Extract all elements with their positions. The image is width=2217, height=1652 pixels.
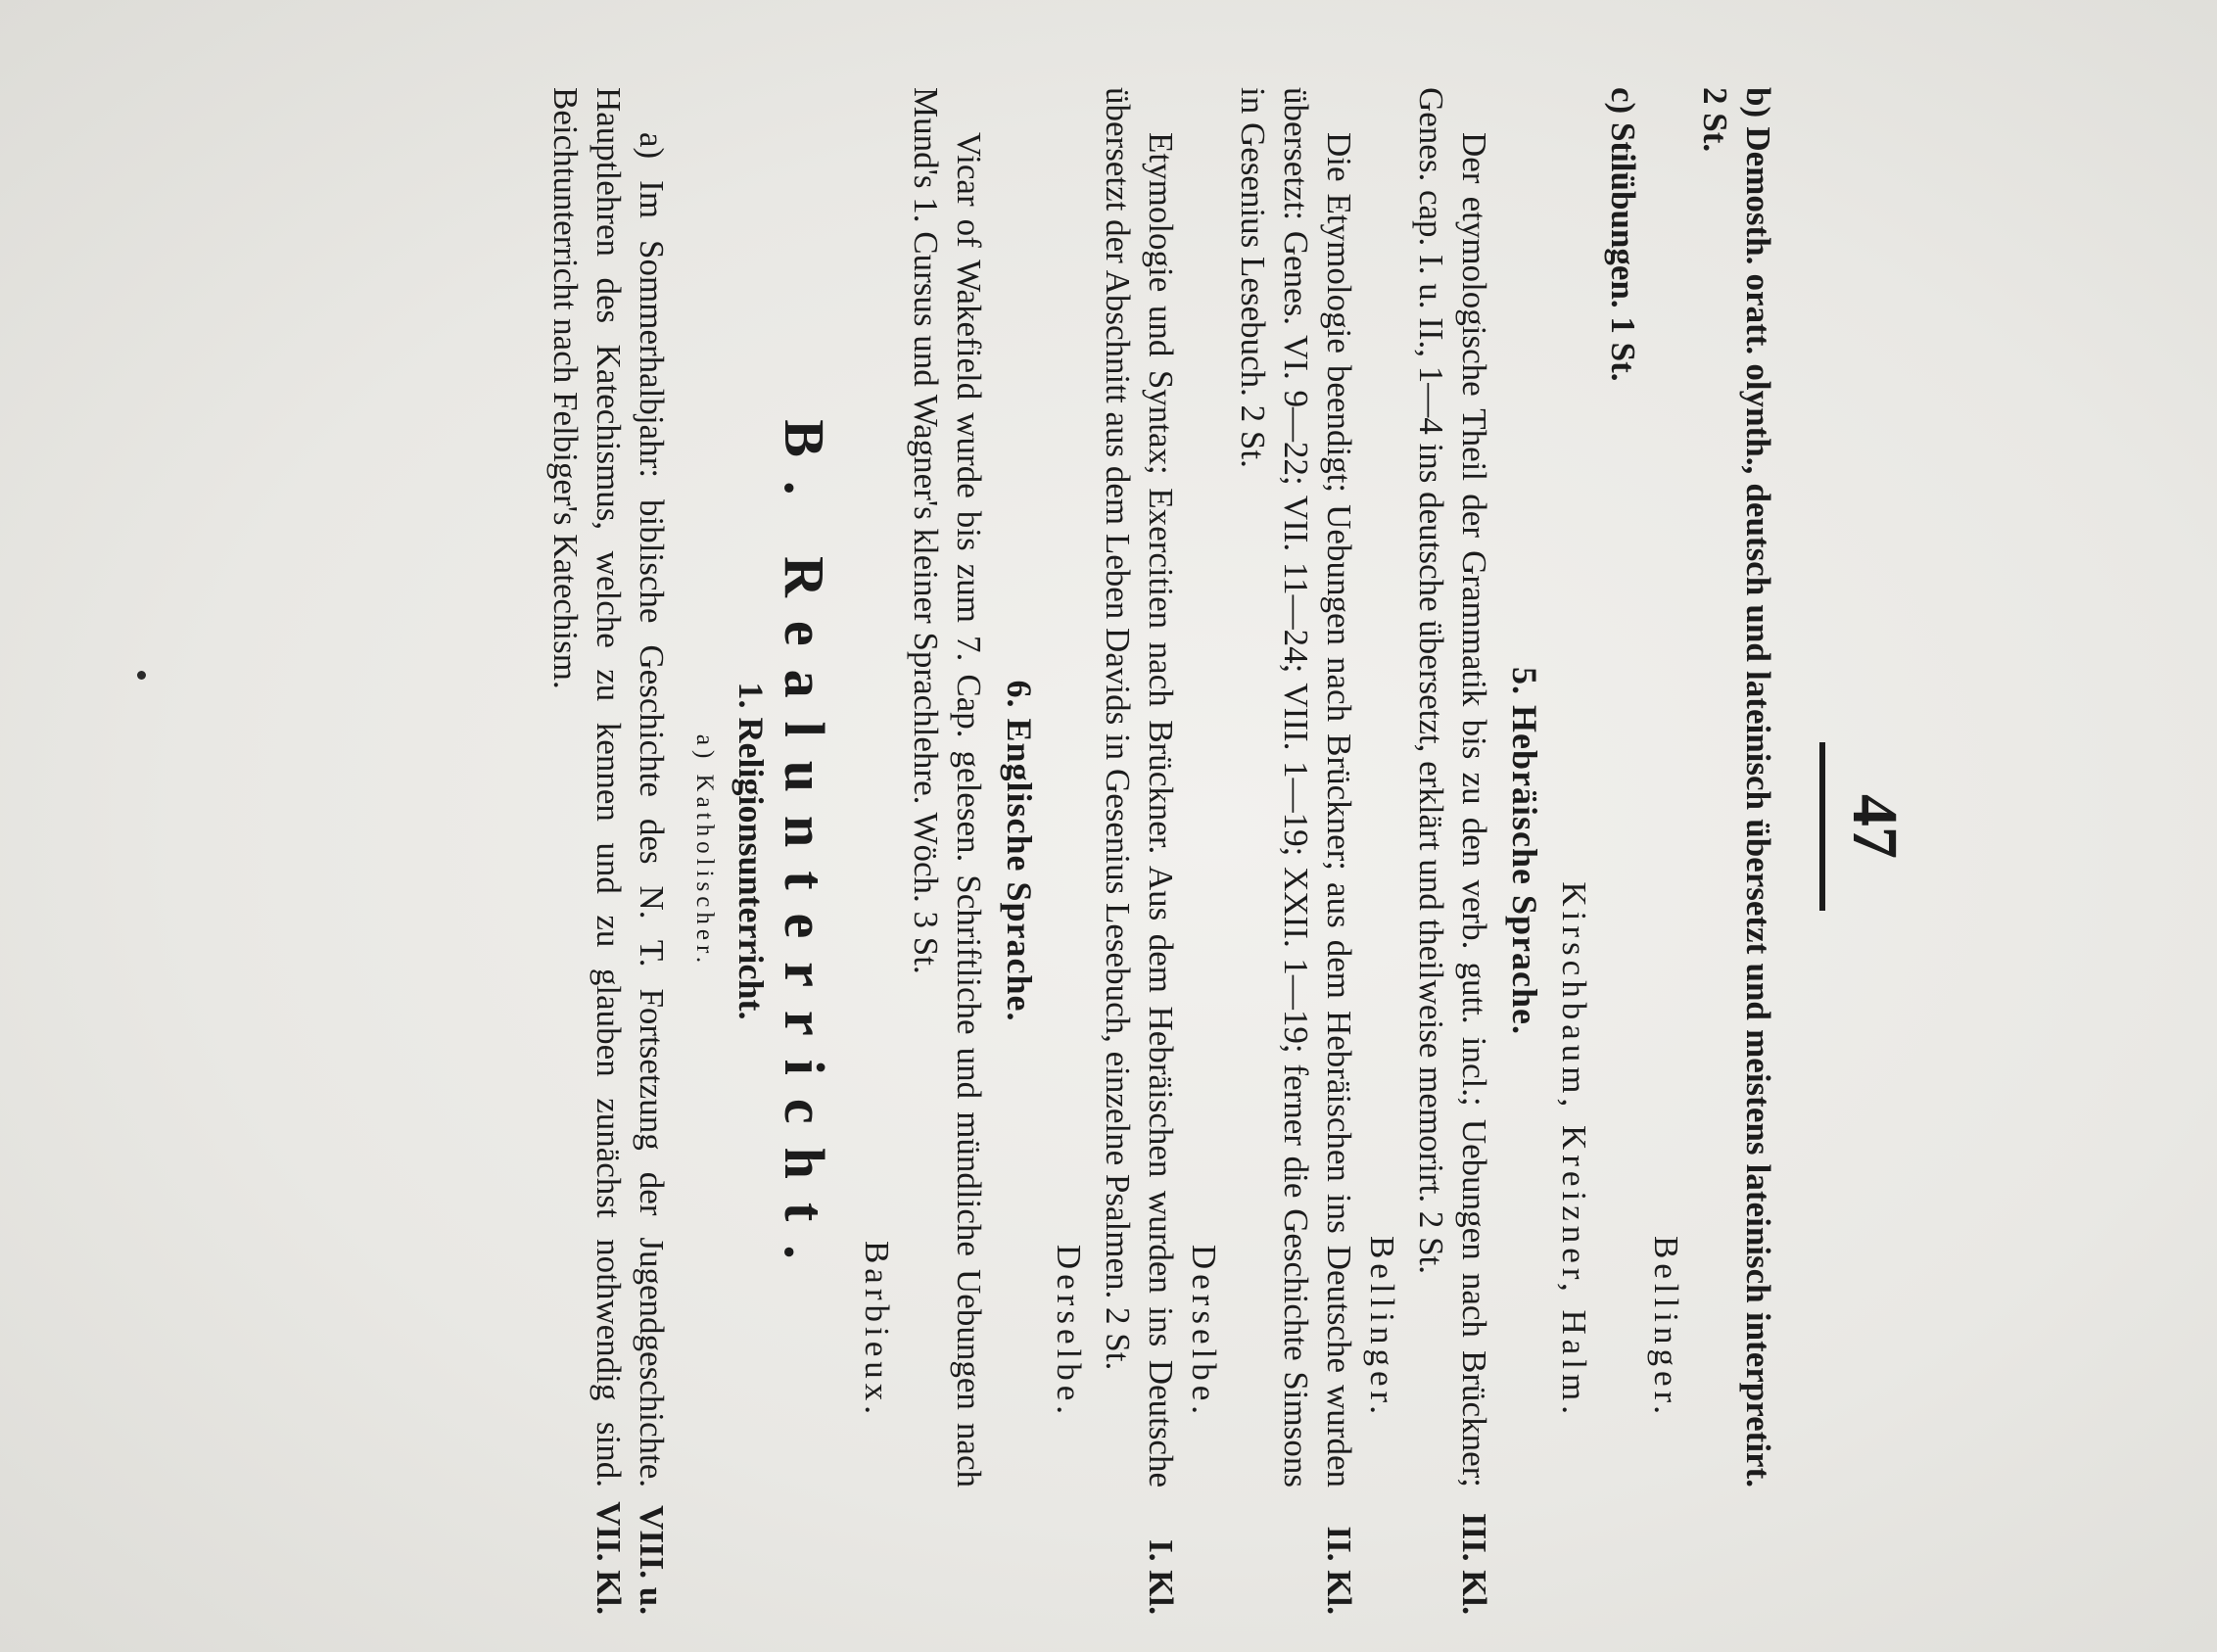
- teacher-derselbe-2: Derselbe.: [1050, 1244, 1088, 1419]
- class-label: III. Kl.: [1455, 1512, 1493, 1615]
- teacher-derselbe: Derselbe.: [1185, 1244, 1223, 1419]
- english-paragraph-text: Vicar of Wakefield wurde bis zum 7. Cap. gelesen. Schriftliche und mündliche Uebungen nach Mund's 1. Cursus und Wagner's kleiner Sprachlehre. Wöch. 3 St.: [907, 86, 988, 1487]
- rotated-document-page: [276, 4, 1941, 1649]
- section-heading-religion: 1. Religionsunterricht.: [731, 682, 771, 1019]
- paragraph-c-text: c) Stilübungen. 1 St.: [1604, 86, 1642, 381]
- teacher-bellinger-2: Bellinger.: [1363, 1235, 1401, 1419]
- page-body: [543, 87, 1779, 1615]
- english-paragraph: [904, 87, 990, 1615]
- class-label: I. Kl.: [1142, 1538, 1180, 1615]
- paragraph-b-text: b) Demosth. oratt. olynth., deutsch und lateinisch übersetzt und meistens lateinisch interpretirt. 2 St.: [1696, 86, 1777, 1487]
- hebrew-class-2-text: Die Etymologie beendigt; Uebungen nach Brückner; aus dem Hebräischen ins Deutsche wurden übersetzt: Genes. VI. 9—22; VII. 11—24; VIII. 1—19; XXII. 1—19; ferner die Geschichte Simsons in Gesenius Lesebuch. 2 St.: [1234, 86, 1358, 1487]
- teacher-bellinger: Bellinger.: [1647, 1235, 1685, 1419]
- hebrew-class-2: [1231, 87, 1360, 1615]
- section-heading-realunterricht: B. Realunterricht.: [773, 418, 836, 1283]
- religion-paragraph-text: a) Im Sommerhalbjahr: biblische Geschichte des N. T. Fortsetzung der Jugendgeschichte. Hauptlehren des Katechismus, welche zu kennen und zu glauben zunächst nothwendig sind. Beichtunterricht nach Felbiger's Katechism.: [546, 86, 671, 1487]
- hebrew-class-1: [1096, 87, 1182, 1615]
- section-heading-english: 6. Englische Sprache.: [1000, 679, 1039, 1022]
- paragraph-c: [1601, 87, 1644, 1615]
- hebrew-class-1-text: Etymologie und Syntax; Exercitien nach Brückner. Aus dem Hebräischen wurden ins Deutsche übersetzt der Abschnitt aus dem Leben Davids in Gesenius Lesebuch, einzelne Psalmen. 2 St.: [1099, 86, 1180, 1487]
- section-heading-hebrew: 5. Hebräische Sprache.: [1505, 666, 1544, 1035]
- paragraph-b: [1693, 87, 1779, 1615]
- class-label: II. Kl.: [1320, 1526, 1358, 1615]
- section-heading-catholic: a) Katholischer.: [691, 733, 718, 968]
- religion-paragraph: [543, 87, 673, 1615]
- ink-speck: [137, 671, 146, 680]
- hebrew-class-3-text: Der etymologische Theil der Grammatik bis zu den verb. gutt. incl.; Uebungen nach Brückner; Genes. cap. I. u. II., 1—4 ins deutsche übersetzt, erklärt und theilweise memorirt. 2 St.: [1412, 86, 1493, 1487]
- teacher-barbieux: Barbieux.: [858, 1240, 896, 1419]
- page-number-rule: [1819, 742, 1825, 911]
- class-label: VIII. u. VII. Kl.: [590, 1500, 671, 1615]
- teachers-kirschbaum: Kirschbaum, Kreizner, Halm.: [1555, 880, 1593, 1419]
- page-number: 47: [1839, 793, 1910, 859]
- hebrew-class-3: [1409, 87, 1495, 1615]
